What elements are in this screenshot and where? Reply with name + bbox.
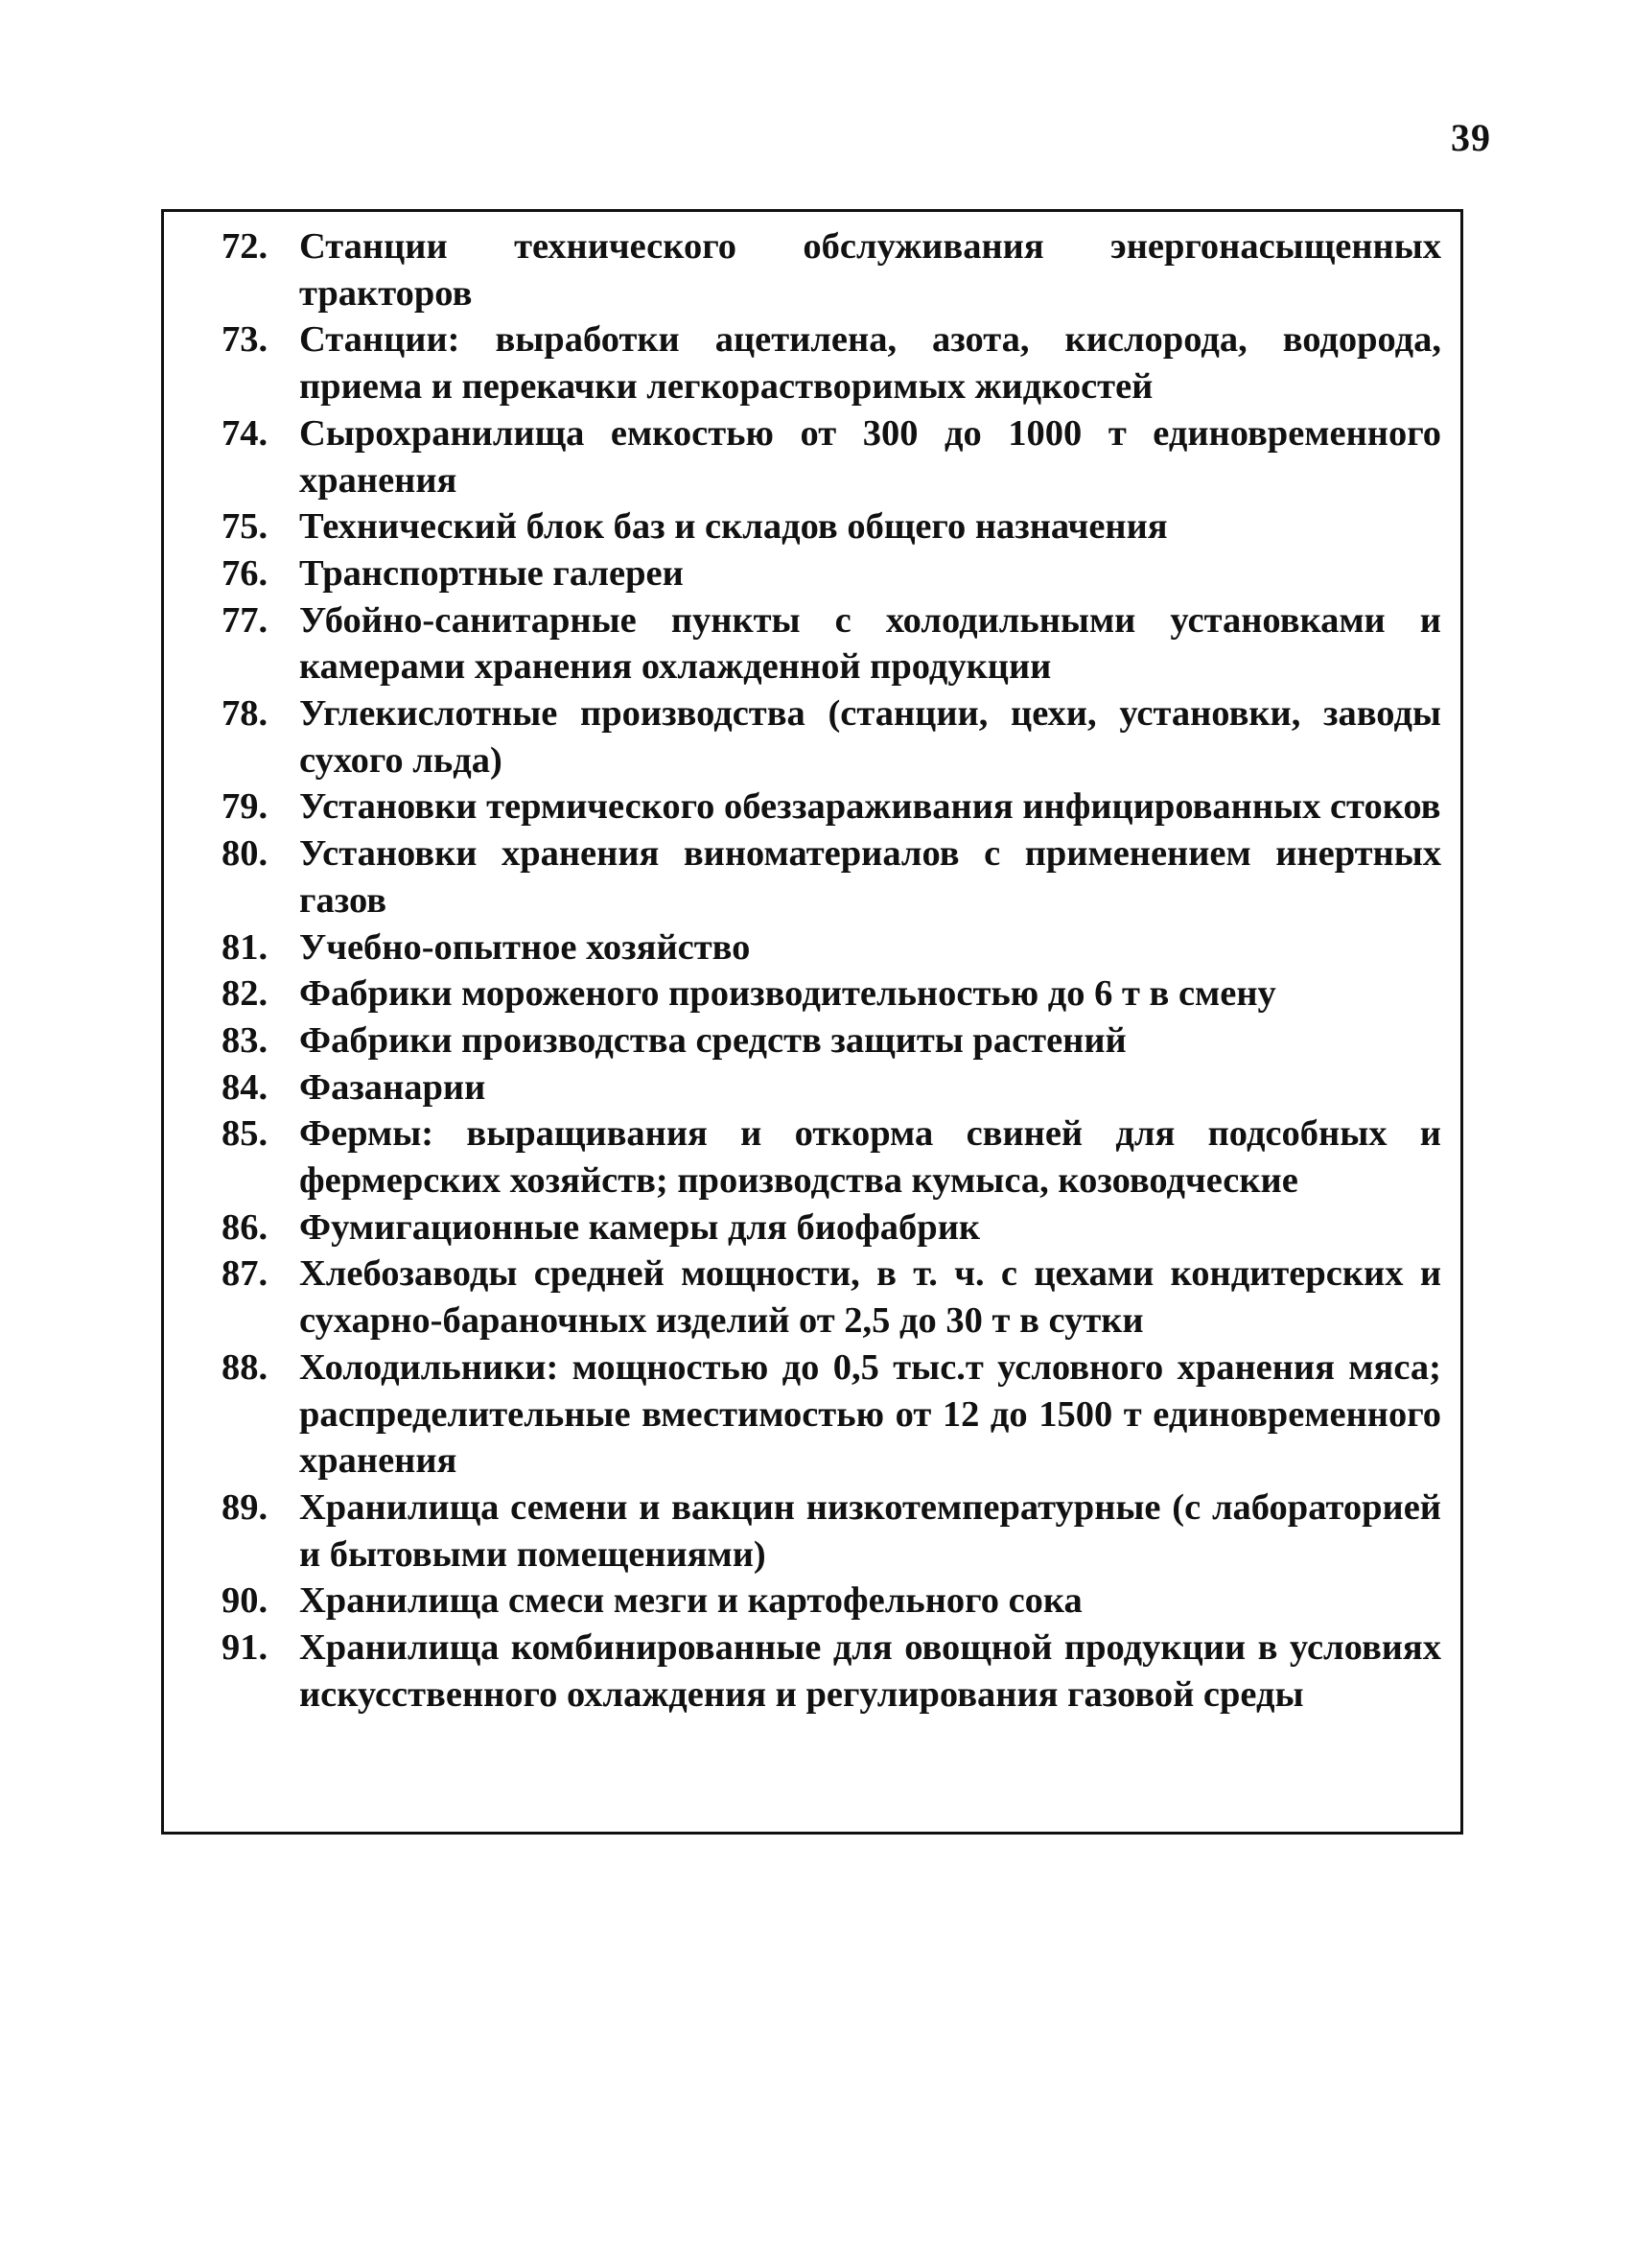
item-text: Фумигационные камеры для биофабрик xyxy=(299,1206,981,1248)
item-number: 90. xyxy=(222,1580,268,1622)
list-item xyxy=(222,503,1441,550)
item-number: 85. xyxy=(222,1113,268,1155)
item-text: Холодильники: мощностью до 0,5 тыс.т условного хранения мяса; распределительные вместимостью от 12 до 1500 т единовременного хранения xyxy=(299,1346,1441,1482)
item-text: Фермы: выращивания и откорма свиней для подсобных и фермерских хозяйств; производства кумыса, козоводческие xyxy=(299,1113,1441,1202)
item-number: 88. xyxy=(222,1346,268,1388)
item-number: 72. xyxy=(222,226,268,267)
list-item xyxy=(222,316,1441,409)
item-number: 80. xyxy=(222,833,268,875)
item-text: Фазанарии xyxy=(299,1066,486,1108)
item-text: Хранилища смеси мезги и картофельного сока xyxy=(299,1580,1083,1622)
list-item xyxy=(222,1578,1441,1625)
item-text: Установки хранения виноматериалов с применением инертных газов xyxy=(299,833,1441,921)
item-text: Станции технического обслуживания энергонасыщенных тракторов xyxy=(299,226,1441,314)
item-text: Хранилища семени и вакцин низкотемпературные (с лабораторией и бытовыми помещениями) xyxy=(299,1486,1441,1575)
list-item xyxy=(222,924,1441,971)
item-number: 73. xyxy=(222,319,268,361)
item-number: 74. xyxy=(222,412,268,454)
item-text: Хлебозаводы средней мощности, в т. ч. с цехами кондитерских и сухарно-бараночных изделий от 2,5 до 30 т в сутки xyxy=(299,1253,1441,1342)
list-item xyxy=(222,1064,1441,1111)
item-number: 84. xyxy=(222,1066,268,1108)
list-item xyxy=(222,1251,1441,1344)
item-text: Сырохранилища емкостью от 300 до 1000 т единовременного хранения xyxy=(299,412,1441,501)
list-item xyxy=(222,597,1441,690)
list-item xyxy=(222,1111,1441,1204)
item-number: 91. xyxy=(222,1627,268,1669)
list-item xyxy=(222,1485,1441,1578)
item-text: Фабрики мороженого производительностью до 6 т в смену xyxy=(299,973,1276,1015)
item-text: Убойно-санитарные пункты с холодильными установками и камерами хранения охлажденной продукции xyxy=(299,599,1441,688)
list-table xyxy=(161,209,1463,1835)
item-number: 87. xyxy=(222,1253,268,1295)
list-item xyxy=(222,1204,1441,1251)
list-item xyxy=(222,1625,1441,1718)
item-number: 89. xyxy=(222,1486,268,1528)
list-item xyxy=(222,1344,1441,1485)
list-item xyxy=(222,410,1441,503)
item-number: 77. xyxy=(222,599,268,641)
page-number: 39 xyxy=(1451,116,1491,159)
item-text: Учебно-опытное хозяйство xyxy=(299,926,751,968)
item-text: Станции: выработки ацетилена, азота, кислорода, водорода, приема и перекачки легкорастворимых жидкостей xyxy=(299,319,1441,408)
item-text: Хранилища комбинированные для овощной продукции в условиях искусственного охлаждения и регулирования газовой среды xyxy=(299,1627,1441,1715)
item-number: 79. xyxy=(222,786,268,828)
item-number: 82. xyxy=(222,973,268,1015)
item-text: Технический блок баз и складов общего назначения xyxy=(299,506,1168,548)
list-item xyxy=(222,690,1441,783)
item-number: 75. xyxy=(222,506,268,548)
item-number: 81. xyxy=(222,926,268,968)
item-number: 76. xyxy=(222,552,268,594)
item-number: 86. xyxy=(222,1206,268,1248)
item-text: Углекислотные производства (станции, цехи, установки, заводы сухого льда) xyxy=(299,693,1441,781)
list-item xyxy=(222,783,1441,830)
item-number: 78. xyxy=(222,693,268,735)
item-number: 83. xyxy=(222,1019,268,1061)
list-item xyxy=(222,223,1441,316)
item-text: Транспортные галереи xyxy=(299,552,684,594)
list-item xyxy=(222,830,1441,924)
list-item xyxy=(222,550,1441,597)
list-item xyxy=(222,970,1441,1017)
item-text: Установки термического обеззараживания инфицированных стоков xyxy=(299,786,1441,828)
list-item xyxy=(222,1017,1441,1064)
item-text: Фабрики производства средств защиты растений xyxy=(299,1019,1127,1061)
